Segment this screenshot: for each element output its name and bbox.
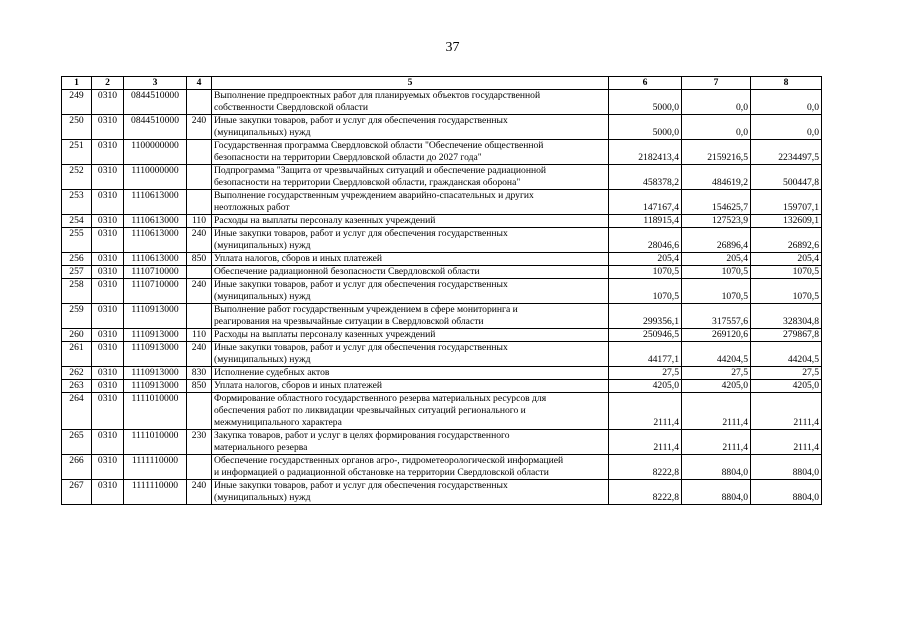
- table-row: [62, 455, 822, 480]
- name-line: Выполнение предпроектных работ для планируемых объектов государственной: [214, 90, 541, 101]
- amount-col7-cell: 154625,7: [682, 190, 751, 215]
- name-cell: [212, 140, 609, 165]
- target-article-code-cell: 1110613000: [124, 215, 187, 228]
- amount-col8-cell: 0,0: [751, 90, 822, 115]
- name-line: (муниципальных) нужд: [214, 127, 311, 138]
- amount-col7-cell: 269120,6: [682, 329, 751, 342]
- amount-col7-cell: 8804,0: [682, 455, 751, 480]
- amount-col6-cell: 2111,4: [609, 430, 682, 455]
- row-number-cell: 267: [62, 480, 92, 505]
- expense-type-code-cell: [187, 266, 212, 279]
- row-number-cell: 253: [62, 190, 92, 215]
- target-article-code-cell: 1100000000: [124, 140, 187, 165]
- table-row: [62, 380, 822, 393]
- name-cell: [212, 430, 609, 455]
- section-code-cell: 0310: [92, 228, 124, 253]
- budget-table: [61, 76, 822, 505]
- table-header-row: [62, 77, 822, 90]
- amount-col6-cell: 28046,6: [609, 228, 682, 253]
- amount-col8-cell: 27,5: [751, 367, 822, 380]
- column-header: 7: [682, 77, 751, 90]
- name-line: собственности Свердловской области: [214, 102, 368, 113]
- name-line: неотложных работ: [214, 202, 290, 213]
- column-header: 2: [92, 77, 124, 90]
- target-article-code-cell: 1110000000: [124, 165, 187, 190]
- column-header: 6: [609, 77, 682, 90]
- row-number-cell: 250: [62, 115, 92, 140]
- table-row: [62, 190, 822, 215]
- table-row: [62, 253, 822, 266]
- section-code-cell: 0310: [92, 266, 124, 279]
- amount-col6-cell: 44177,1: [609, 342, 682, 367]
- amount-col7-cell: 26896,4: [682, 228, 751, 253]
- section-code-cell: 0310: [92, 393, 124, 430]
- amount-col6-cell: 1070,5: [609, 279, 682, 304]
- name-cell: [212, 455, 609, 480]
- amount-col8-cell: 2234497,5: [751, 140, 822, 165]
- name-cell: [212, 115, 609, 140]
- expense-type-code-cell: 850: [187, 253, 212, 266]
- expense-type-code-cell: [187, 455, 212, 480]
- table-row: [62, 266, 822, 279]
- target-article-code-cell: 1110913000: [124, 367, 187, 380]
- target-article-code-cell: 1110710000: [124, 266, 187, 279]
- amount-col7-cell: 0,0: [682, 115, 751, 140]
- target-article-code-cell: 1110613000: [124, 253, 187, 266]
- row-number-cell: 262: [62, 367, 92, 380]
- name-cell: [212, 279, 609, 304]
- name-line: Уплата налогов, сборов и иных платежей: [214, 380, 383, 391]
- name-cell: [212, 215, 609, 228]
- name-cell: [212, 342, 609, 367]
- amount-col7-cell: 205,4: [682, 253, 751, 266]
- section-code-cell: 0310: [92, 140, 124, 165]
- name-cell: [212, 380, 609, 393]
- name-line: Обеспечение государственных органов агро-, гидрометеорологической информацией: [214, 455, 564, 466]
- amount-col6-cell: 118915,4: [609, 215, 682, 228]
- name-line: обеспечения работ по ликвидации чрезвычайных ситуаций регионального и: [214, 405, 526, 416]
- amount-col7-cell: 2111,4: [682, 393, 751, 430]
- amount-col7-cell: 1070,5: [682, 279, 751, 304]
- amount-col8-cell: 1070,5: [751, 279, 822, 304]
- expense-type-code-cell: 240: [187, 115, 212, 140]
- table-row: [62, 480, 822, 505]
- table-row: [62, 215, 822, 228]
- target-article-code-cell: 1110913000: [124, 380, 187, 393]
- expense-type-code-cell: [187, 90, 212, 115]
- name-cell: [212, 393, 609, 430]
- row-number-cell: 263: [62, 380, 92, 393]
- expense-type-code-cell: 850: [187, 380, 212, 393]
- name-line: Закупка товаров, работ и услуг в целях формирования государственного: [214, 430, 510, 441]
- section-code-cell: 0310: [92, 304, 124, 329]
- amount-col8-cell: 26892,6: [751, 228, 822, 253]
- name-line: (муниципальных) нужд: [214, 240, 311, 251]
- name-line: материального резерва: [214, 442, 308, 453]
- amount-col7-cell: 8804,0: [682, 480, 751, 505]
- section-code-cell: 0310: [92, 342, 124, 367]
- name-line: Иные закупки товаров, работ и услуг для обеспечения государственных: [214, 279, 508, 290]
- name-cell: [212, 190, 609, 215]
- column-header: 8: [751, 77, 822, 90]
- amount-col7-cell: 2111,4: [682, 430, 751, 455]
- amount-col6-cell: 147167,4: [609, 190, 682, 215]
- amount-col6-cell: 299356,1: [609, 304, 682, 329]
- expense-type-code-cell: [187, 165, 212, 190]
- table-row: [62, 430, 822, 455]
- name-cell: [212, 253, 609, 266]
- name-line: Иные закупки товаров, работ и услуг для обеспечения государственных: [214, 115, 508, 126]
- amount-col7-cell: 0,0: [682, 90, 751, 115]
- amount-col7-cell: 1070,5: [682, 266, 751, 279]
- amount-col7-cell: 44204,5: [682, 342, 751, 367]
- row-number-cell: 252: [62, 165, 92, 190]
- expense-type-code-cell: 240: [187, 228, 212, 253]
- amount-col6-cell: 8222,8: [609, 480, 682, 505]
- table-row: [62, 279, 822, 304]
- section-code-cell: 0310: [92, 253, 124, 266]
- page-number: 37: [445, 40, 460, 55]
- amount-col6-cell: 250946,5: [609, 329, 682, 342]
- target-article-code-cell: 1111110000: [124, 480, 187, 505]
- amount-col6-cell: 27,5: [609, 367, 682, 380]
- amount-col8-cell: 1070,5: [751, 266, 822, 279]
- name-cell: [212, 367, 609, 380]
- amount-col8-cell: 159707,1: [751, 190, 822, 215]
- target-article-code-cell: 1110913000: [124, 304, 187, 329]
- section-code-cell: 0310: [92, 480, 124, 505]
- amount-col6-cell: 458378,2: [609, 165, 682, 190]
- target-article-code-cell: 1111010000: [124, 430, 187, 455]
- target-article-code-cell: 1110913000: [124, 342, 187, 367]
- name-line: Исполнение судебных актов: [214, 367, 330, 378]
- target-article-code-cell: 0844510000: [124, 90, 187, 115]
- section-code-cell: 0310: [92, 90, 124, 115]
- name-cell: [212, 304, 609, 329]
- row-number-cell: 261: [62, 342, 92, 367]
- expense-type-code-cell: [187, 140, 212, 165]
- column-header: 5: [212, 77, 609, 90]
- name-cell: [212, 228, 609, 253]
- target-article-code-cell: 0844510000: [124, 115, 187, 140]
- expense-type-code-cell: 830: [187, 367, 212, 380]
- name-line: реагирования на чрезвычайные ситуации в Свердловской области: [214, 316, 484, 327]
- table-row: [62, 90, 822, 115]
- section-code-cell: 0310: [92, 455, 124, 480]
- row-number-cell: 260: [62, 329, 92, 342]
- amount-col8-cell: 8804,0: [751, 480, 822, 505]
- amount-col8-cell: 279867,8: [751, 329, 822, 342]
- amount-col7-cell: 4205,0: [682, 380, 751, 393]
- amount-col7-cell: 127523,9: [682, 215, 751, 228]
- name-line: Подпрограмма "Защита от чрезвычайных ситуаций и обеспечение радиационной: [214, 165, 547, 176]
- amount-col6-cell: 4205,0: [609, 380, 682, 393]
- name-cell: [212, 165, 609, 190]
- table-row: [62, 115, 822, 140]
- name-line: Иные закупки товаров, работ и услуг для обеспечения государственных: [214, 342, 508, 353]
- amount-col7-cell: 317557,6: [682, 304, 751, 329]
- section-code-cell: 0310: [92, 430, 124, 455]
- amount-col7-cell: 2159216,5: [682, 140, 751, 165]
- amount-col8-cell: 328304,8: [751, 304, 822, 329]
- expense-type-code-cell: [187, 304, 212, 329]
- name-cell: [212, 266, 609, 279]
- table-row: [62, 228, 822, 253]
- amount-col6-cell: 2182413,4: [609, 140, 682, 165]
- expense-type-code-cell: 240: [187, 480, 212, 505]
- amount-col6-cell: 2111,4: [609, 393, 682, 430]
- name-line: и информацией о радиационной обстановке на территории Свердловской области: [214, 467, 549, 478]
- amount-col8-cell: 44204,5: [751, 342, 822, 367]
- table-row: [62, 342, 822, 367]
- section-code-cell: 0310: [92, 165, 124, 190]
- amount-col8-cell: 8804,0: [751, 455, 822, 480]
- section-code-cell: 0310: [92, 329, 124, 342]
- name-line: (муниципальных) нужд: [214, 492, 311, 503]
- amount-col8-cell: 2111,4: [751, 393, 822, 430]
- amount-col8-cell: 0,0: [751, 115, 822, 140]
- row-number-cell: 254: [62, 215, 92, 228]
- name-line: Иные закупки товаров, работ и услуг для обеспечения государственных: [214, 480, 508, 491]
- row-number-cell: 251: [62, 140, 92, 165]
- name-line: безопасности на территории Свердловской области до 2027 года": [214, 152, 482, 163]
- expense-type-code-cell: [187, 393, 212, 430]
- amount-col6-cell: 205,4: [609, 253, 682, 266]
- name-line: Формирование областного государственного резерва материальных ресурсов для: [214, 393, 547, 404]
- expense-type-code-cell: 240: [187, 342, 212, 367]
- column-header: 3: [124, 77, 187, 90]
- column-header: 4: [187, 77, 212, 90]
- row-number-cell: 264: [62, 393, 92, 430]
- expense-type-code-cell: 240: [187, 279, 212, 304]
- section-code-cell: 0310: [92, 190, 124, 215]
- name-line: безопасности на территории Свердловской области, гражданская оборона": [214, 177, 521, 188]
- expense-type-code-cell: [187, 190, 212, 215]
- amount-col7-cell: 484619,2: [682, 165, 751, 190]
- row-number-cell: 265: [62, 430, 92, 455]
- section-code-cell: 0310: [92, 115, 124, 140]
- expense-type-code-cell: 110: [187, 215, 212, 228]
- amount-col8-cell: 2111,4: [751, 430, 822, 455]
- row-number-cell: 249: [62, 90, 92, 115]
- table-row: [62, 393, 822, 430]
- amount-col8-cell: 205,4: [751, 253, 822, 266]
- section-code-cell: 0310: [92, 279, 124, 304]
- name-line: Расходы на выплаты персоналу казенных учреждений: [214, 329, 436, 340]
- target-article-code-cell: 1111110000: [124, 455, 187, 480]
- row-number-cell: 258: [62, 279, 92, 304]
- name-line: Выполнение государственным учреждением аварийно-спасательных и других: [214, 190, 534, 201]
- amount-col6-cell: 5000,0: [609, 90, 682, 115]
- name-line: (муниципальных) нужд: [214, 291, 311, 302]
- row-number-cell: 266: [62, 455, 92, 480]
- target-article-code-cell: 1110913000: [124, 329, 187, 342]
- section-code-cell: 0310: [92, 380, 124, 393]
- row-number-cell: 256: [62, 253, 92, 266]
- name-line: Иные закупки товаров, работ и услуг для обеспечения государственных: [214, 228, 508, 239]
- name-cell: [212, 90, 609, 115]
- column-header: 1: [62, 77, 92, 90]
- table-row: [62, 165, 822, 190]
- name-line: Расходы на выплаты персоналу казенных учреждений: [214, 215, 436, 226]
- section-code-cell: 0310: [92, 215, 124, 228]
- row-number-cell: 259: [62, 304, 92, 329]
- table-row: [62, 140, 822, 165]
- name-cell: [212, 329, 609, 342]
- target-article-code-cell: 1111010000: [124, 393, 187, 430]
- amount-col7-cell: 27,5: [682, 367, 751, 380]
- target-article-code-cell: 1110613000: [124, 228, 187, 253]
- amount-col8-cell: 500447,8: [751, 165, 822, 190]
- target-article-code-cell: 1110613000: [124, 190, 187, 215]
- name-cell: [212, 480, 609, 505]
- amount-col6-cell: 1070,5: [609, 266, 682, 279]
- table-row: [62, 367, 822, 380]
- amount-col8-cell: 4205,0: [751, 380, 822, 393]
- name-line: (муниципальных) нужд: [214, 354, 311, 365]
- name-line: Государственная программа Свердловской области "Обеспечение общественной: [214, 140, 544, 151]
- amount-col6-cell: 5000,0: [609, 115, 682, 140]
- row-number-cell: 257: [62, 266, 92, 279]
- table-row: [62, 329, 822, 342]
- name-line: Уплата налогов, сборов и иных платежей: [214, 253, 383, 264]
- amount-col6-cell: 8222,8: [609, 455, 682, 480]
- target-article-code-cell: 1110710000: [124, 279, 187, 304]
- expense-type-code-cell: 230: [187, 430, 212, 455]
- section-code-cell: 0310: [92, 367, 124, 380]
- amount-col8-cell: 132609,1: [751, 215, 822, 228]
- expense-type-code-cell: 110: [187, 329, 212, 342]
- name-line: Обеспечение радиационной безопасности Свердловской области: [214, 266, 480, 277]
- name-line: межмуниципального характера: [214, 417, 342, 428]
- table-row: [62, 304, 822, 329]
- name-line: Выполнение работ государственным учреждением в сфере мониторинга и: [214, 304, 518, 315]
- row-number-cell: 255: [62, 228, 92, 253]
